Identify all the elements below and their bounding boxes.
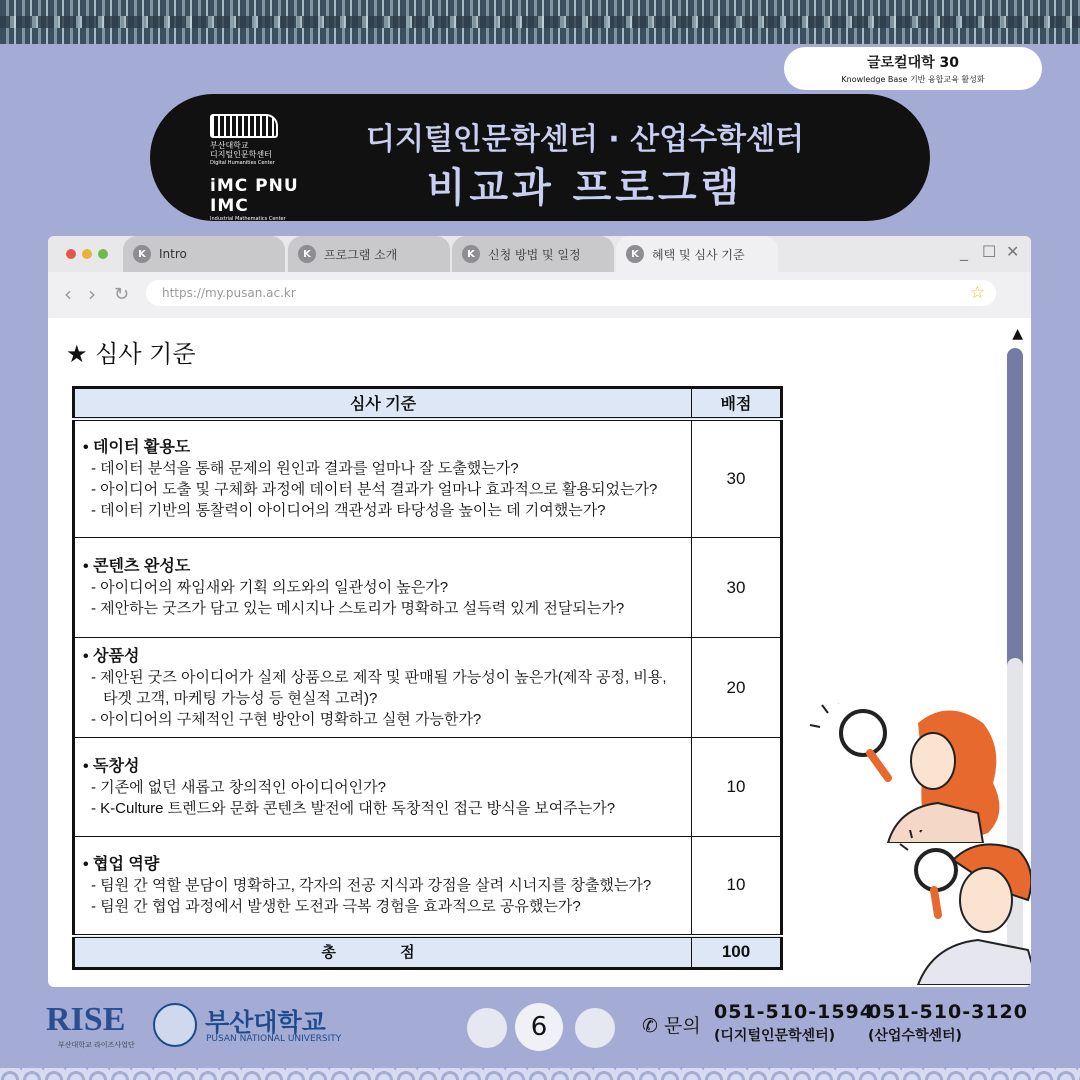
pnu-name: 부산대학교 — [205, 1008, 326, 1037]
tab-label: 프로그램 소개 — [324, 247, 398, 262]
criterion-score: 30 — [692, 538, 782, 638]
bookmark-star-icon[interactable]: ☆ — [969, 283, 985, 303]
criteria-table — [72, 386, 783, 970]
tab-label: Intro — [159, 247, 187, 261]
building-logo-icon — [210, 114, 278, 138]
badge-subtitle: Knowledge Base 기반 융합교육 활성화 — [841, 75, 985, 84]
glocal-badge — [784, 47, 1042, 90]
k-icon: K — [462, 245, 480, 263]
phone-icon: ✆ — [642, 1015, 658, 1037]
total-score: 100 — [692, 936, 782, 969]
contact-label: ✆ 문의 — [642, 1015, 701, 1037]
banner-subtitle: 비교과 프로그램 — [426, 165, 744, 211]
criterion-item: - 팀원 간 역할 분담이 명확하고, 각자의 전공 지식과 강점을 살려 시너지를 창출했는가? — [91, 876, 652, 894]
page-heading: ★ 심사 기준 — [66, 340, 196, 368]
criterion-category: • 콘텐츠 완성도 — [83, 558, 191, 575]
tab-program-intro[interactable] — [288, 236, 450, 272]
man-magnifier-illustration — [858, 830, 1031, 985]
criterion-item: - 제안된 굿즈 아이디어가 실제 상품으로 제작 및 판매될 가능성이 높은가(제작 공정, 비용, 타겟 고객, 마케팅 가능성 등 현실적 고려)? — [91, 668, 667, 707]
total-label: 총 점 — [74, 936, 692, 969]
page-decor-circle — [467, 1008, 507, 1048]
criterion-category: • 상품성 — [83, 647, 140, 665]
browser-window — [48, 236, 1031, 987]
logo-name-line1: 부산대학교 — [210, 141, 249, 150]
criterion-item: - 기존에 없던 새롭고 창의적인 아이디어인가? — [91, 778, 386, 796]
close-dot-icon[interactable] — [66, 249, 76, 259]
close-icon[interactable]: ✕ — [1006, 242, 1020, 261]
logo-name-line2: 디지털인문학센터 — [210, 150, 272, 159]
page-decor-circle — [575, 1008, 615, 1048]
back-icon[interactable]: ‹ — [64, 282, 72, 306]
phone-number-1: 051-510-1594 — [714, 1001, 874, 1023]
criterion-category: • 데이터 활용도 — [83, 438, 191, 456]
tab-apply-schedule[interactable] — [452, 236, 614, 272]
criterion-score: 30 — [692, 419, 782, 538]
top-pattern-band — [0, 0, 1080, 44]
criterion-score: 20 — [692, 638, 782, 738]
criterion-item: - 아이디어의 구체적인 구현 방안이 명확하고 실현 가능한가? — [91, 710, 482, 728]
tab-intro[interactable] — [123, 236, 285, 272]
minimize-icon[interactable]: _ — [960, 242, 968, 261]
table-row — [74, 419, 782, 538]
k-icon: K — [133, 245, 151, 263]
criterion-category: • 독창성 — [83, 757, 140, 775]
imc-logo: iMC PNU IMC — [210, 176, 299, 216]
center-logo — [210, 114, 340, 222]
table-row — [74, 538, 782, 638]
badge-title: 글로컬대학 30 — [867, 55, 959, 71]
table-row — [74, 638, 782, 738]
scroll-up-icon[interactable]: ▲ — [1012, 326, 1023, 342]
phone-number-2: 051-510-3120 — [868, 1001, 1028, 1023]
url-input[interactable]: https://my.pusan.ac.kr — [146, 280, 996, 306]
rise-subtitle: 부산대학교 라이즈사업단 — [58, 1041, 135, 1049]
criterion-category: • 협업 역량 — [83, 855, 160, 873]
program-banner — [150, 94, 930, 221]
criterion-item: - 데이터 기반의 통찰력이 아이디어의 객관성과 타당성을 높이는 데 기여했는가? — [91, 501, 606, 519]
page-content — [48, 318, 1031, 987]
forward-icon[interactable]: › — [88, 282, 96, 306]
page-number: 6 — [515, 1003, 563, 1051]
criterion-item: - K-Culture 트렌드와 문화 콘텐츠 발전에 대한 독창적인 접근 방식을 보여주는가? — [91, 799, 616, 817]
criterion-score: 10 — [692, 738, 782, 837]
zoom-dot-icon[interactable] — [98, 249, 108, 259]
pnu-seal-icon — [153, 1003, 197, 1047]
column-header-criteria: 심사 기준 — [74, 388, 692, 419]
tab-label: 신청 방법 및 일정 — [488, 247, 581, 262]
criterion-item: - 데이터 분석을 통해 문제의 원인과 결과를 얼마나 잘 도출했는가? — [91, 459, 519, 477]
rise-logo: RISE — [46, 1001, 126, 1038]
pnu-name-en: PUSAN NATIONAL UNIVERSITY — [206, 1034, 342, 1044]
imc-logo-en: Industrial Mathematics Center — [210, 216, 286, 222]
phone-org-2: (산업수학센터) — [868, 1028, 962, 1044]
criterion-item: - 아이디어 도출 및 구체화 과정에 데이터 분석 결과가 얼마나 효과적으로 활용되었는가? — [91, 480, 658, 498]
logo-name-en: Digital Humanities Center — [210, 160, 275, 166]
criterion-item: - 아이디어의 짜임새와 기획 의도와의 일관성이 높은가? — [91, 579, 449, 596]
table-row — [74, 837, 782, 936]
k-icon: K — [626, 245, 644, 263]
tab-label: 혜택 및 심사 기준 — [652, 247, 745, 262]
address-bar-area — [48, 272, 1031, 318]
criterion-item: - 제안하는 굿즈가 담고 있는 메시지나 스토리가 명확하고 설득력 있게 전달되는가? — [91, 600, 625, 617]
minimize-dot-icon[interactable] — [82, 249, 92, 259]
banner-title: 디지털인문학센터 · 산업수학센터 — [365, 122, 804, 157]
k-icon: K — [298, 245, 316, 263]
criterion-score: 10 — [692, 837, 782, 936]
tab-benefits-criteria[interactable] — [616, 236, 778, 272]
table-row — [74, 738, 782, 837]
footer — [0, 995, 1080, 1065]
column-header-score: 배점 — [692, 388, 782, 419]
maximize-icon[interactable]: ☐ — [982, 242, 997, 261]
phone-org-1: (디지털인문학센터) — [714, 1028, 835, 1044]
total-row — [74, 936, 782, 969]
bottom-pattern-band — [0, 1068, 1080, 1080]
woman-magnifier-illustration — [808, 703, 1008, 843]
title-bar — [48, 236, 1031, 272]
reload-icon[interactable]: ↻ — [114, 284, 130, 305]
criterion-item: - 팀원 간 협업 과정에서 발생한 도전과 극복 경험을 효과적으로 공유했는가? — [91, 897, 581, 915]
